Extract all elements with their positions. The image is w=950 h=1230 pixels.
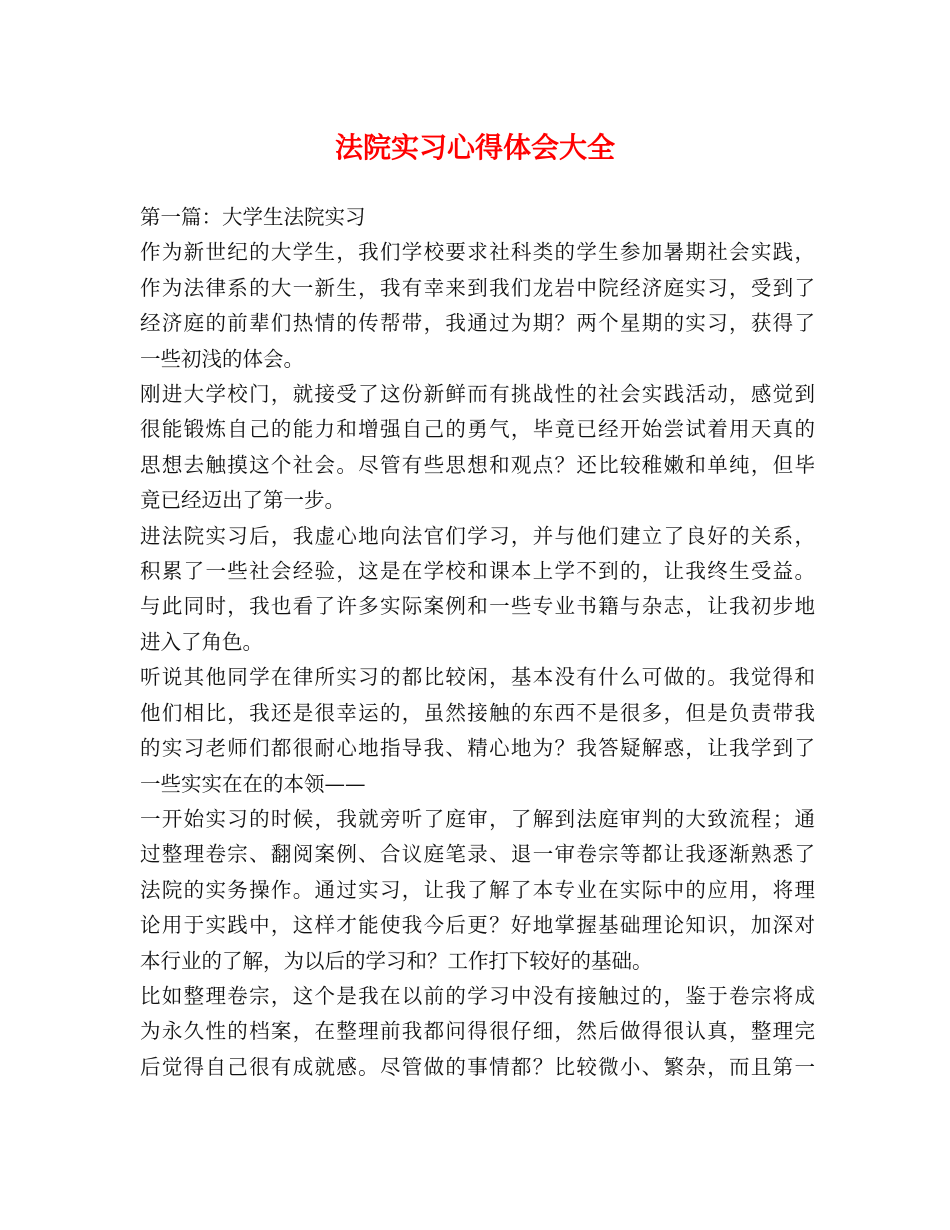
text-line: 刚进大学校门，就接受了这份新鲜而有挑战性的社会实践活动，感觉到 (140, 382, 815, 407)
text-line: 比如整理卷宗，这个是我在以前的学习中没有接触过的，鉴于卷宗将成 (140, 983, 815, 1008)
text-line: 进法院实习后，我虚心地向法官们学习，并与他们建立了良好的关系， (140, 523, 815, 548)
document-body (140, 200, 815, 1085)
text-line: 作为法律系的大一新生，我有幸来到我们龙岩中院经济庭实习，受到了 (140, 275, 815, 300)
paragraph-3 (140, 519, 815, 661)
text-line: 思想去触摸这个社会。尽管有些思想和观点？还比较稚嫩和单纯，但毕 (140, 452, 815, 477)
text-line: 竟已经迈出了第一步。 (140, 488, 345, 513)
document-title: 法院实习心得体会大全 (334, 131, 615, 164)
text-line: 的实习老师们都很耐心地指导我、精心地为？我答疑解惑，让我学到了 (140, 736, 815, 761)
paragraph-2 (140, 377, 815, 519)
text-line: 作为新世纪的大学生，我们学校要求社科类的学生参加暑期社会实践， (140, 240, 815, 265)
text-line: 过整理卷宗、翻阅案例、合议庭笔录、退一审卷宗等都让我逐渐熟悉了 (140, 842, 815, 867)
paragraph-1 (140, 235, 815, 377)
text-line: 一些实实在在的本领—— (140, 771, 366, 796)
text-line: 他们相比，我还是很幸运的，虽然接触的东西不是很多，但是负责带我 (140, 700, 815, 725)
paragraph-4 (140, 660, 815, 802)
text-line: 很能锻炼自己的能力和增强自己的勇气，毕竟已经开始尝试着用天真的 (140, 417, 815, 442)
section-heading-text: 第一篇：大学生法院实习 (140, 205, 366, 229)
text-line: 与此同时，我也看了许多实际案例和一些专业书籍与杂志，让我初步地 (140, 594, 815, 619)
text-line: 为永久性的档案，在整理前我都问得很仔细，然后做得很认真，整理完 (140, 1019, 815, 1044)
text-line: 论用于实践中，这样才能使我今后更？好地掌握基础理论知识，加深对 (140, 913, 815, 938)
text-line: 积累了一些社会经验，这是在学校和课本上学不到的，让我终生受益。 (140, 559, 815, 584)
text-line: 后觉得自己很有成就感。尽管做的事情都？比较微小、繁杂，而且第一 (140, 1054, 815, 1079)
paragraph-5 (140, 802, 815, 979)
paragraph-6 (140, 979, 815, 1085)
text-line: 一些初浅的体会。 (140, 346, 304, 371)
text-line: 经济庭的前辈们热情的传帮带，我通过为期？两个星期的实习，获得了 (140, 311, 815, 336)
text-line: 听说其他同学在律所实习的都比较闲，基本没有什么可做的。我觉得和 (140, 665, 815, 690)
text-line: 一开始实习的时候，我就旁听了庭审，了解到法庭审判的大致流程；通 (140, 806, 815, 831)
text-line: 本行业的了解，为以后的学习和？工作打下较好的基础。 (140, 948, 653, 973)
text-line: 法院的实务操作。通过实习，让我了解了本专业在实际中的应用，将理 (140, 877, 815, 902)
section-heading (140, 200, 815, 235)
text-line: 进入了角色。 (140, 629, 263, 654)
